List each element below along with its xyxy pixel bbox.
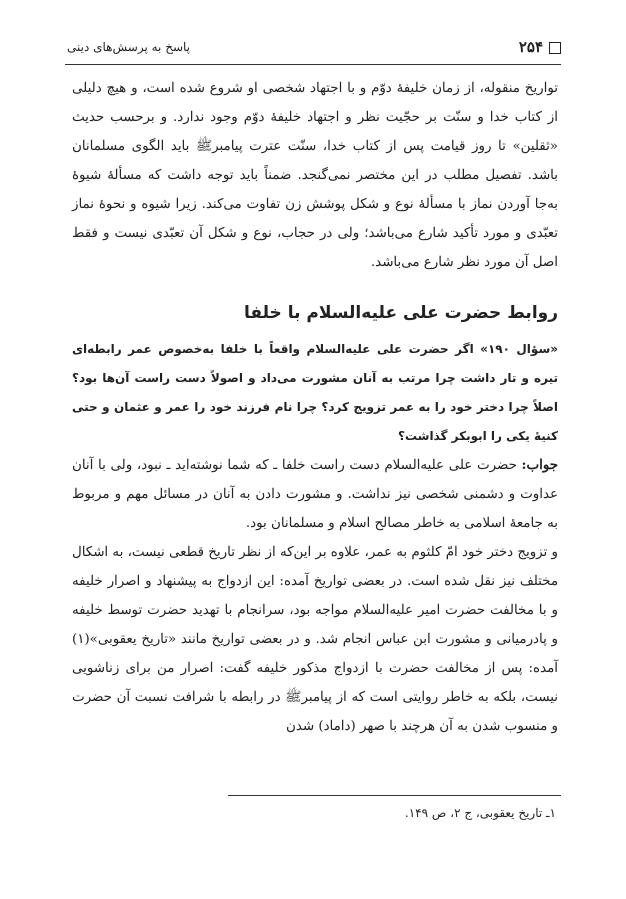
running-title: پاسخ به پرسش‌های دینی [67,40,191,54]
paragraph: تواریخ منقوله، از زمان خلیفهٔ دوّم و با اجتهاد شخصی او شروع شده است، و هیچ دلیلی از کتاب خدا و سنّت بر حجّیت نظر و اجتهاد خلیفهٔ دوّم وجود ندارد. و برحسب حدیث «ثقلین» تا روز قیامت پس از کتاب خدا، سنّت عترت پیامبرﷺ باید الگوی مسلمانان باشد. تفصیل مطلب در این مختصر نمی‌گنجد. ضمناً باید توجه داشت که مسألهٔ شیوهٔ به‌جا آوردن نماز با مسألهٔ نوع و شکل پوشش زن تفاوت می‌کند. زیرا شیوه و نحوهٔ نماز تعبّدی و مورد تأکید شارع می‌باشد؛ ولی در حجاب، نوع و شکل آن تعبّدی نیست و فقط اصل آن مورد نظر شارع می‌باشد. [72,81,558,270]
page-header [67,38,561,62]
page-number-text: ۲۵۴ [518,38,543,56]
page-number [519,38,561,56]
footnote-rule [228,795,561,796]
square-icon [549,42,561,54]
header-rule [65,64,561,65]
answer-paragraph [72,451,558,538]
footnote: ۱ـ تاریخ یعقوبی، ج ۲، ص ۱۴۹. [404,806,556,820]
page-body [72,74,558,741]
answer-text: حضرت علی علیه‌السلام دست راست خلفا ـ که شما نوشته‌اید ـ نبود، ولی با آنان عداوت و دشمنی شخصی نیز نداشت. و مشورت دادن به آنان در مسائل مهم و مربوط به جامعهٔ اسلامی به خاطر مصالح اسلام و مسلمانان بود. [72,458,558,531]
section-heading: روابط حضرت علی علیه‌السلام با خلفا [243,303,558,323]
question-text: «سؤال ۱۹۰» اگر حضرت علی علیه‌السلام واقعاً با خلفا به‌خصوص عمر رابطه‌ای تیره و تار داشت چرا مرتب به آنان مشورت می‌داد و اصولاً دست راست آن‌ها بود؟ اصلاً چرا دختر خود را به عمر تزویج کرد؟ چرا نام فرزند خود را عمر و عثمان و حتی کنیهٔ یکی را ابوبکر گذاشت؟ [72,342,558,443]
paragraph: و تزویج دختر خود امّ کلثوم به عمر، علاوه بر این‌که از نظر تاریخ قطعی نیست، به اشکال مختلف نیز نقل شده است. در بعضی تواریخ آمده: این ازدواج به پیشنهاد و اصرار خلیفه و با مخالفت حضرت امیر علیه‌السلام مواجه بود، سرانجام با تهدید حضرت توسط خلیفه و پادرمیانی و مشورت ابن عباس انجام شد. و در بعضی تواریخ مانند «تاریخ یعقوبی»(۱) آمده: پس از مخالفت حضرت با ازدواج مذکور خلیفه گفت: اصرار من برای زناشویی نیست، بلکه به خاطر روایتی است که از پیامبرﷺ در رابطه با شرافت نسبت آن حضرت و منسوب شدن به آن هرچند با صهر (داماد) شدن [72,545,558,734]
answer-label: جواب: [521,457,559,473]
